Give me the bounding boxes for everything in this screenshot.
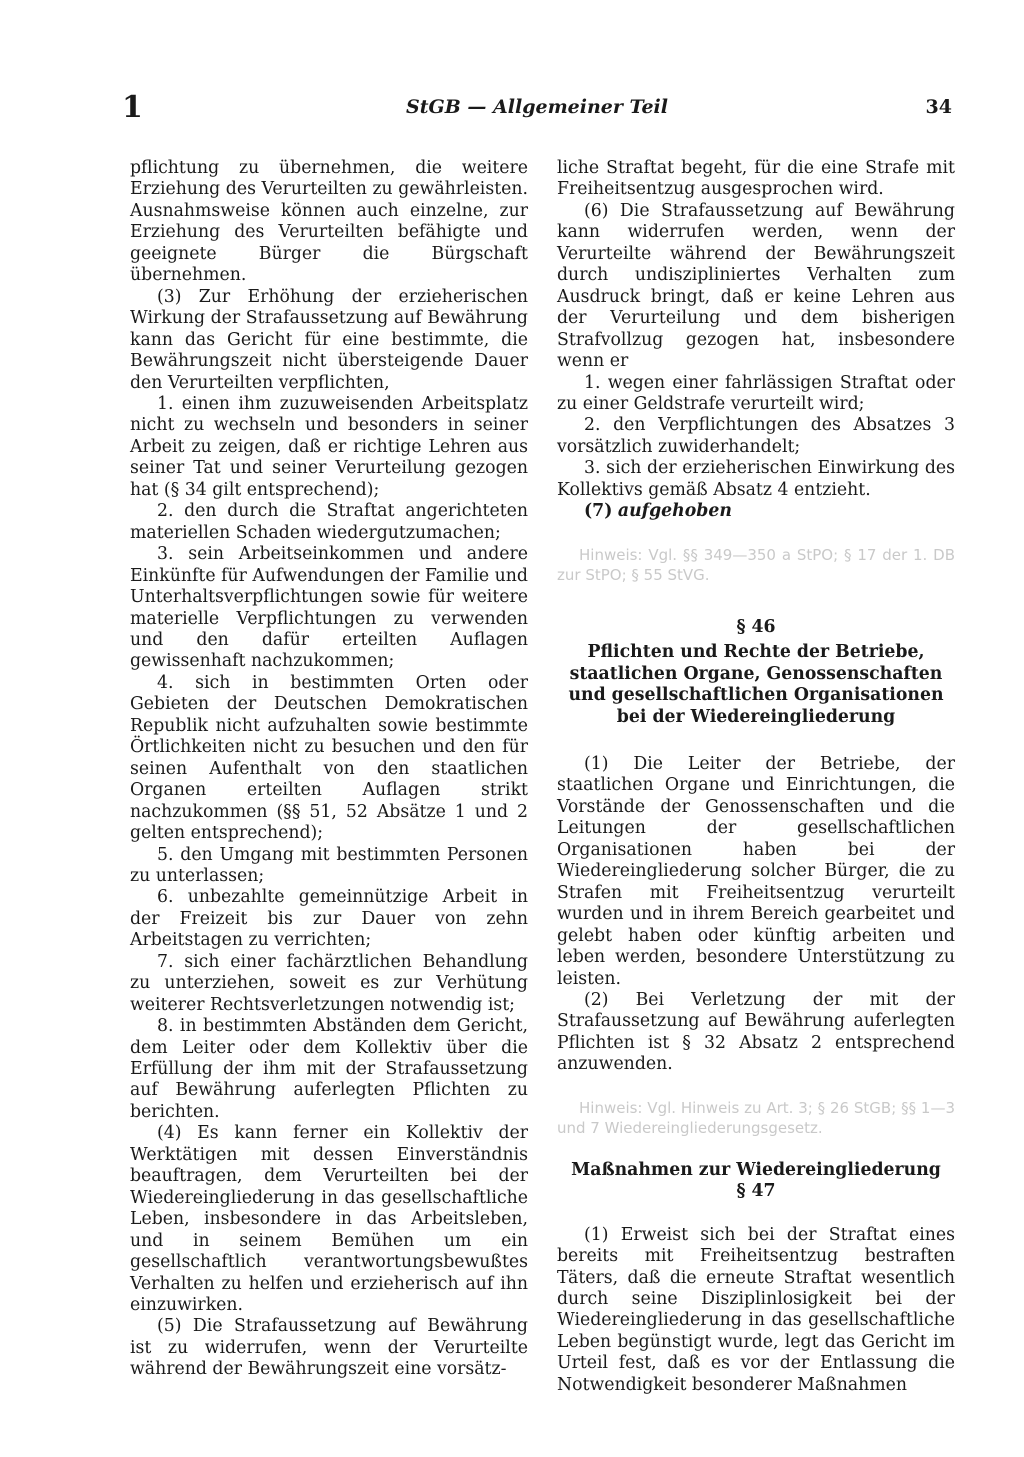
paragraph-5: (5) Die Strafaussetzung auf Bewährung ist zu widerrufen, wenn der Verurteilte während der Bewährungszeit eine vorsätz- xyxy=(130,1316,528,1380)
reference-note: Hinweis: Vgl. §§ 349—350 a StPO; § 17 der 1. DB zur StPO; § 55 StVG. xyxy=(557,545,955,584)
section-title-line: bei der Wiedereingliederung xyxy=(616,706,896,727)
continued-paragraph: liche Straftat begeht, für die eine Strafe mit Freiheitsentzug ausgesprochen wird. xyxy=(557,158,955,200)
list-item: 6. unbezahlte gemeinnützige Arbeit in der Freizeit bis zur Dauer von zehn Arbeitstagen zu verrichten; xyxy=(130,887,528,951)
section-46-paragraph-2: (2) Bei Verletzung der mit der Strafaussetzung auf Bewährung auferlegten Pflichten ist § 32 Absatz 2 entsprechend anzuwenden. xyxy=(557,989,955,1075)
running-title: StGB — Allgemeiner Teil xyxy=(406,96,668,118)
right-column xyxy=(557,158,955,1395)
left-column xyxy=(130,158,528,1388)
section-title-line: und gesellschaftlichen Organisationen xyxy=(568,685,944,706)
list-item: 3. sein Arbeitseinkommen und andere Einkünfte für Aufwendungen der Familie und Unterhaltsverpflichtungen sowie für weitere materielle Verpflichtungen zu verwenden und den dafür erteilten Auflagen gewissenhaft nachzukommen; xyxy=(130,544,528,672)
paragraph-6: (6) Die Strafaussetzung auf Bewährung kann widerrufen werden, wenn der Verurteilte während der Bewährungszeit durch undiszipliniertes Verhalten zum Ausdruck bringt, daß er keine Lehren aus der Verurteilung und dem bisherigen Strafvollzug gezogen hat, insbesondere wenn er xyxy=(557,200,955,372)
list-item: 5. den Umgang mit bestimmten Personen zu unterlassen; xyxy=(130,844,528,886)
paragraph-7-repealed xyxy=(557,501,955,522)
list-item: 2. den Verpflichtungen des Absatzes 3 vorsätzlich zuwiderhandelt; xyxy=(557,415,955,457)
continued-paragraph: pflichtung zu übernehmen, die weitere Erziehung des Verurteilten zu gewährleisten. Ausnahmsweise können auch einzelne, zur Erziehung des Verurteilten befähigte und geeignete Bürger die Bürgschaft übernehmen. xyxy=(130,158,528,286)
section-47-heading: Maßnahmen zur Wiedereingliederung xyxy=(571,1159,941,1180)
section-title-line: Pflichten und Rechte der Betriebe, xyxy=(587,642,925,663)
list-item: 4. sich in bestimmten Orten oder Gebieten der Deutschen Demokratischen Republik nicht aufzuhalten sowie bestimmte Örtlichkeiten nicht zu besuchen und den für seinen Aufenthalt von den staatlichen Organen erteilten Auflagen strikt nachzukommen (§§ 51, 52 Absätze 1 und 2 gelten entsprechend); xyxy=(130,672,528,844)
section-46-title xyxy=(557,642,955,728)
chapter-number: 1 xyxy=(122,90,143,125)
section-47-paragraph-1: (1) Erweist sich bei der Straftat eines bereits mit Freiheitsentzug bestraften Täters, daß die erneute Straftat wesentlich durch seine Disziplinlosigkeit bei der Wiedereingliederung in das gesellschaftliche Leben begünstigt wurde, legt das Gericht im Urteil fest, daß es vor der Entlassung die Notwendigkeit besonderer Maßnahmen xyxy=(557,1224,955,1395)
repealed-label: (7) xyxy=(584,501,613,522)
list-item: 3. sich der erzieherischen Einwirkung des Kollektivs gemäß Absatz 4 entzieht. xyxy=(557,458,955,500)
page-header xyxy=(122,90,952,130)
repealed-text: aufgehoben xyxy=(617,501,732,522)
section-title-line: staatlichen Organe, Genossenschaften xyxy=(569,663,943,684)
reference-note: Hinweis: Vgl. Hinweis zu Art. 3; § 26 StGB; §§ 1—3 und 7 Wiedereingliederungsgesetz. xyxy=(557,1098,955,1137)
page-number: 34 xyxy=(925,96,952,118)
list-item: 1. wegen einer fahrlässigen Straftat oder zu einer Geldstrafe verurteilt wird; xyxy=(557,372,955,414)
list-item: 2. den durch die Straftat angerichteten materiellen Schaden wiedergutzumachen; xyxy=(130,501,528,543)
list-item: 7. sich einer fachärztlichen Behandlung zu unterziehen, soweit es zur Verhütung weiterer Rechtsverletzungen notwendig ist; xyxy=(130,951,528,1015)
section-47-number: § 47 xyxy=(736,1181,776,1202)
list-item: 1. einen ihm zuzuweisenden Arbeitsplatz nicht zu wechseln und besonders in seiner Arbeit zu zeigen, daß er richtige Lehren aus seiner Tat und seiner Verurteilung gezogen hat (§ 34 gilt entsprechend); xyxy=(130,393,528,500)
section-46-number: § 46 xyxy=(736,616,776,637)
paragraph-4: (4) Es kann ferner ein Kollektiv der Werktätigen mit dessen Einverständnis beauftragen, dem Verurteilten bei der Wiedereingliederung in das gesellschaftliche Leben, insbesondere in das Arbeitsleben, und in seinem Bemühen um ein gesellschaftlich verantwortungsbewußtes Verhalten zu helfen und erzieherisch auf ihn einzuwirken. xyxy=(130,1123,528,1316)
paragraph-3: (3) Zur Erhöhung der erzieherischen Wirkung der Strafaussetzung auf Bewährung kann das Gericht für eine bestimmte, die Bewährungszeit nicht übersteigende Dauer den Verurteilten verpflichten, xyxy=(130,286,528,393)
section-46-paragraph-1: (1) Die Leiter der Betriebe, der staatlichen Organe und Einrichtungen, die Vorstände der Genossenschaften und die Leitungen der gesellschaftlichen Organisationen haben bei der Wiedereingliederung solcher Bürger, die zu Strafen mit Freiheitsentzug verurteilt wurden und in ihrem Bereich gearbeitet und gelebt haben oder künftig arbeiten und leben werden, besondere Unterstützung zu leisten. xyxy=(557,753,955,989)
list-item: 8. in bestimmten Abständen dem Gericht, dem Leiter oder dem Kollektiv über die Erfüllung der ihm mit der Strafaussetzung auf Bewährung auferlegten Pflichten zu berichten. xyxy=(130,1016,528,1122)
